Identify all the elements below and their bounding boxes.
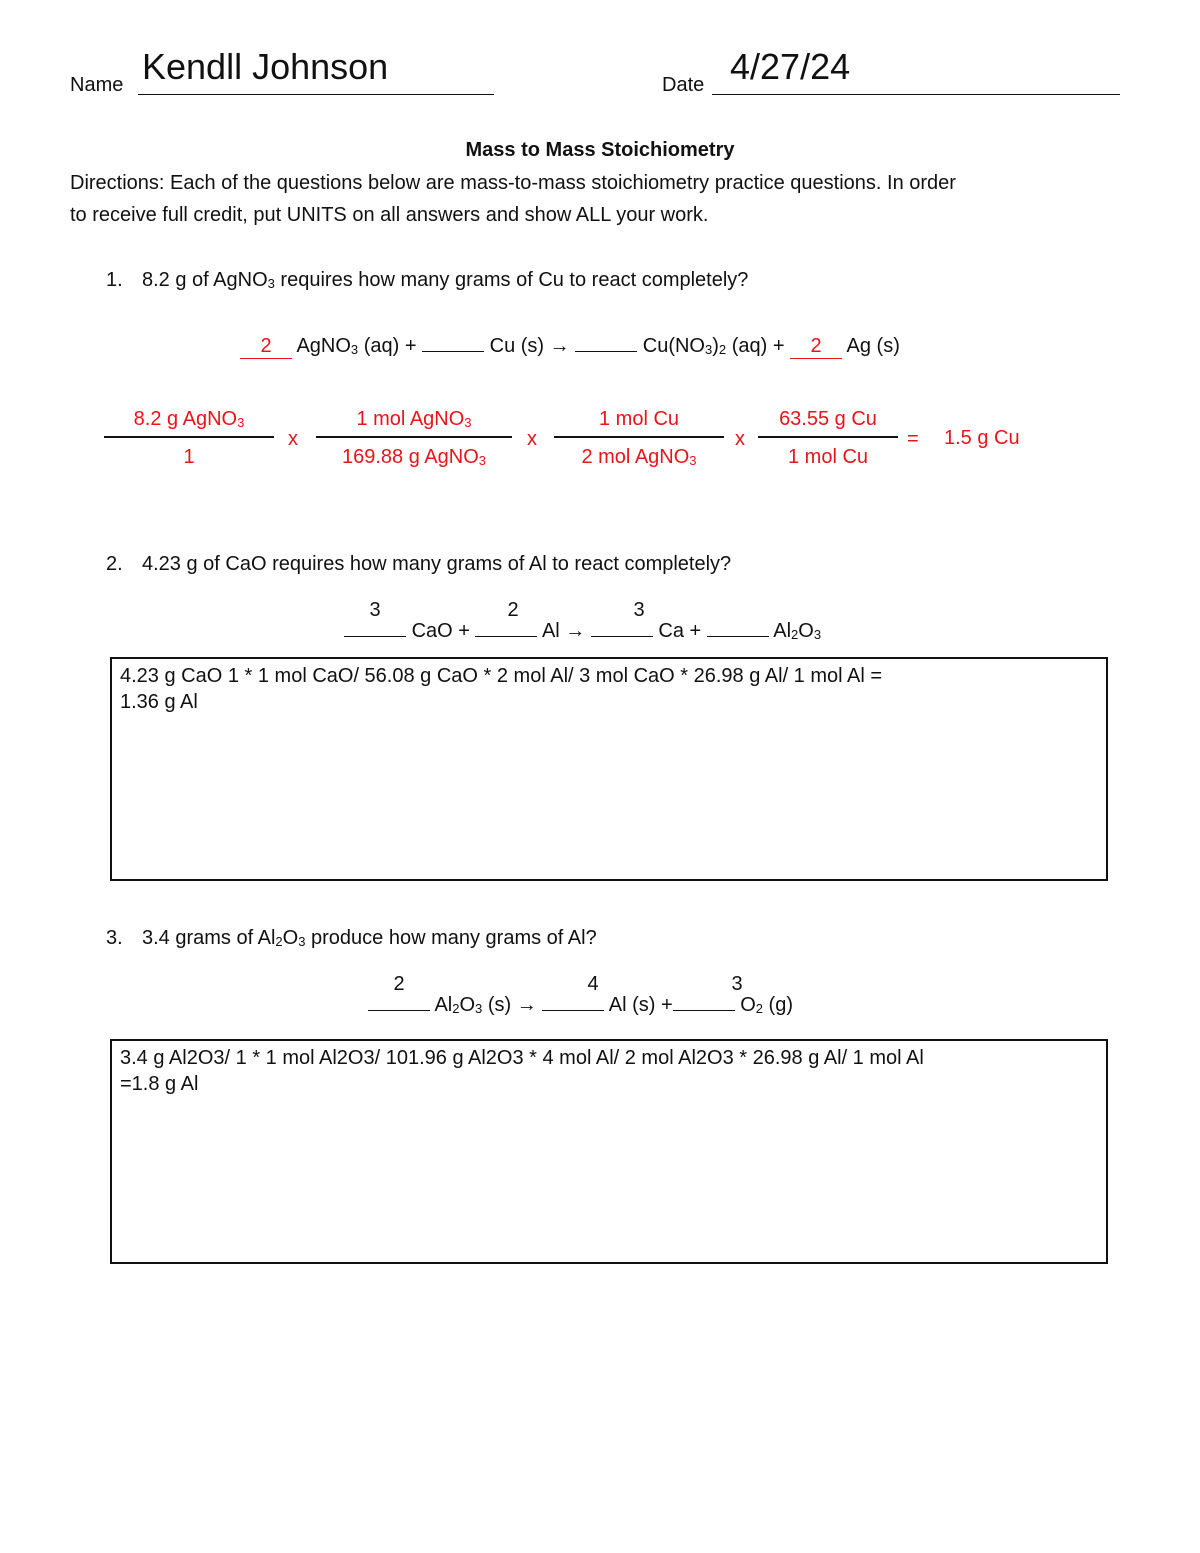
q2-coef-1[interactable]: 3 <box>369 599 381 621</box>
directions-line-1: Directions: Each of the questions below are mass-to-mass stoichiometry practice questions. In order <box>70 172 956 194</box>
q3-text-b: O <box>282 927 299 949</box>
q1-coef-2[interactable] <box>422 333 484 352</box>
q2-coef-2[interactable]: 2 <box>507 599 519 621</box>
q1-eq-cuno3-sub1: 3 <box>705 342 713 357</box>
q1-f2-num-sub: 3 <box>464 415 472 430</box>
q2-number: 2. <box>106 553 123 575</box>
q3-eq-al2o3-a: Al <box>434 994 453 1016</box>
q2-eq-al2o3-b: O <box>798 620 814 642</box>
q1-eq-cuno3: Cu(NO <box>642 335 705 357</box>
q1-result: 1.5 g Cu <box>944 427 1020 449</box>
q3-eq-o2: O <box>740 994 756 1016</box>
directions <box>70 167 1150 231</box>
q1-fraction-4 <box>758 404 898 472</box>
q1-f4-den: 1 mol Cu <box>787 446 869 468</box>
q1-eq-cu: Cu (s) → <box>489 335 570 357</box>
q3-text-s1: 2 <box>275 934 283 949</box>
q1-f2-den <box>316 442 512 472</box>
q3-text-a: 3.4 grams of Al <box>142 927 276 949</box>
q1-f2-num <box>316 404 512 434</box>
q1-fraction-2 <box>316 404 512 472</box>
q3-coef-2[interactable]: 4 <box>587 973 599 995</box>
name-label: Name <box>70 74 124 96</box>
q1-times-3: x <box>735 428 745 450</box>
q1-f1-den: 1 <box>183 446 195 468</box>
q2-blank-4 <box>707 618 769 637</box>
q3-eq-al2o3-b: O <box>459 994 476 1016</box>
q2-work-line-2: 1.36 g Al <box>120 691 198 713</box>
name-field[interactable]: Kendll Johnson <box>142 46 389 87</box>
q1-text <box>142 269 748 292</box>
q1-f2-den-sub: 3 <box>478 453 486 468</box>
q2-coef-3[interactable]: 3 <box>633 599 645 621</box>
q1-f4-num: 63.55 g Cu <box>779 408 877 430</box>
q1-text-b: requires how many grams of Cu to react completely? <box>274 269 749 291</box>
q1-f3-den-text: 2 mol AgNO <box>581 446 690 468</box>
date-underline <box>712 94 1120 95</box>
q1-equals: = <box>907 428 919 450</box>
q1-times-1: x <box>288 428 298 450</box>
q1-text-sub: 3 <box>267 276 275 291</box>
q3-coef-3[interactable]: 3 <box>731 973 743 995</box>
q1-text-a: 8.2 g of AgNO <box>142 269 268 291</box>
q1-f2-num-text: 1 mol AgNO <box>356 408 465 430</box>
q1-f2-bar <box>316 436 512 438</box>
q2-eq-cao: CaO + <box>411 620 470 642</box>
q1-f3-den-sub: 3 <box>689 453 697 468</box>
q3-work-line-1: 3.4 g Al2O3/ 1 * 1 mol Al2O3/ 101.96 g Al2O3 * 4 mol Al/ 2 mol Al2O3 * 26.98 g Al/ 1 mol Al <box>120 1047 924 1069</box>
q3-coef-1[interactable]: 2 <box>393 973 405 995</box>
q1-f4-bar <box>758 436 898 438</box>
q3-equation <box>368 992 793 1017</box>
q2-eq-al: Al → <box>541 620 586 642</box>
q2-eq-al2o3-a: Al <box>773 620 792 642</box>
q1-f3-bar <box>554 436 724 438</box>
q1-eq-agno3-sub: 3 <box>350 342 359 357</box>
q1-f3-num: 1 mol Cu <box>598 408 680 430</box>
q1-number: 1. <box>106 269 123 291</box>
q3-blank-2 <box>542 992 604 1011</box>
q1-eq-cuno3-mid: ) <box>712 335 719 357</box>
q1-f3-den <box>554 442 724 472</box>
q2-work-text <box>112 659 1106 719</box>
q1-eq-cuno3-state: (aq) + <box>726 335 785 357</box>
q2-eq-al2o3-s2: 3 <box>813 627 822 642</box>
q3-work-box[interactable] <box>110 1039 1108 1264</box>
q3-eq-al2o3-s2: 3 <box>475 1001 483 1016</box>
q2-blank-2 <box>475 618 537 637</box>
q3-eq-o2-state: (g) <box>763 994 793 1016</box>
q3-eq-al2o3-s1: 2 <box>452 1001 460 1016</box>
directions-line-2: to receive full credit, put UNITS on all answers and show ALL your work. <box>70 204 709 226</box>
q3-eq-al: Al (s) + <box>608 994 673 1016</box>
q1-f1-num-text: 8.2 g AgNO <box>133 408 238 430</box>
q2-blank-1 <box>344 618 406 637</box>
q1-fraction-3 <box>554 404 724 472</box>
q1-eq-cuno3-sub2: 2 <box>718 342 727 357</box>
page-title: Mass to Mass Stoichiometry <box>465 139 735 161</box>
q3-text-c: produce how many grams of Al? <box>305 927 597 949</box>
q3-work-text <box>112 1041 1106 1101</box>
q3-work-line-2: =1.8 g Al <box>120 1073 199 1095</box>
q2-work-box[interactable] <box>110 657 1108 881</box>
q1-fraction-1 <box>104 404 274 472</box>
q3-number: 3. <box>106 927 123 949</box>
q1-f1-bar <box>104 436 274 438</box>
q1-eq-ag: Ag (s) <box>846 335 900 357</box>
q2-equation <box>344 618 821 643</box>
q3-eq-al2o3-state: (s) → <box>482 994 537 1016</box>
q1-f2-den-text: 169.88 g AgNO <box>341 446 479 468</box>
q1-f1-num-sub: 3 <box>237 415 245 430</box>
q1-coef-1[interactable]: 2 <box>240 335 292 359</box>
date-label: Date <box>662 74 705 96</box>
q1-times-2: x <box>527 428 537 450</box>
q3-text-s2: 3 <box>298 934 306 949</box>
q3-eq-o2-sub: 2 <box>755 1001 763 1016</box>
q2-eq-ca: Ca + <box>658 620 702 642</box>
name-underline <box>138 94 494 95</box>
q2-eq-al2o3-s1: 2 <box>791 627 799 642</box>
q1-eq-agno3: AgNO <box>296 335 351 357</box>
q1-equation <box>240 333 900 359</box>
q3-blank-1 <box>368 992 430 1011</box>
q1-coef-3[interactable] <box>575 333 637 352</box>
q3-blank-3 <box>673 992 735 1011</box>
date-field[interactable]: 4/27/24 <box>730 46 851 87</box>
q2-blank-3 <box>591 618 653 637</box>
q1-eq-agno3-state: (aq) + <box>358 335 417 357</box>
q3-text <box>142 927 597 950</box>
q2-work-line-1: 4.23 g CaO 1 * 1 mol CaO/ 56.08 g CaO * 2 mol Al/ 3 mol CaO * 26.98 g Al/ 1 mol Al = <box>120 665 883 687</box>
q1-f1-num <box>104 404 274 434</box>
q2-text: 4.23 g of CaO requires how many grams of Al to react completely? <box>142 553 732 575</box>
q1-coef-4[interactable]: 2 <box>790 335 842 359</box>
